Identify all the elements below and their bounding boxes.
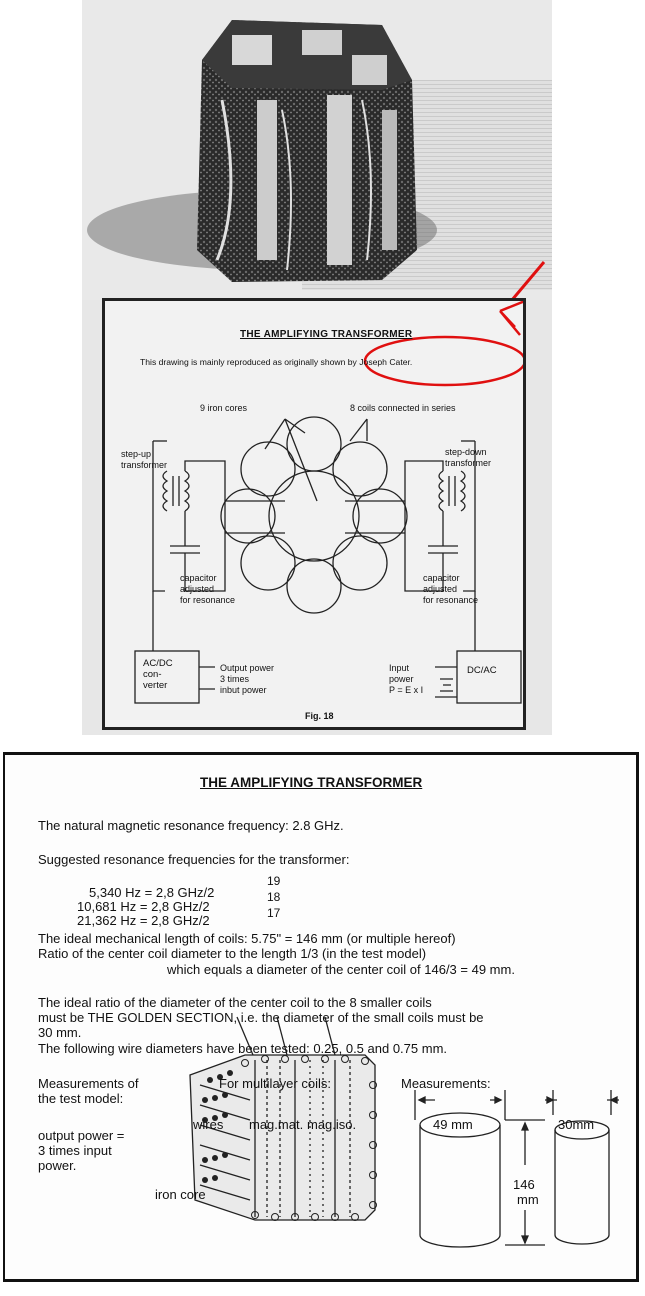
dimension-30mm: 30mm [558,1117,595,1132]
dimension-146mm: 146 mm [513,1177,539,1207]
figure-18-frame [102,298,526,730]
label-step-up: step-up transformer [121,449,168,470]
diameter-ratio: Ratio of the center coil diameter to the length 1/3 (in the test model) [38,946,427,961]
figure-title: THE AMPLIFYING TRANSFORMER [240,329,413,340]
label-output-power: Output power 3 times inbut power [220,663,275,695]
label-iron-cores: 9 iron cores [200,403,248,413]
wire-diameters: The following wire diameters have been tested: 0.25, 0.5 and 0.75 mm. [38,1041,448,1056]
label-mag-mat: mag.mat. [249,1117,304,1132]
golden-section-3: 30 mm. [38,1025,82,1040]
figure-caption: Fig. 18 [305,711,334,721]
golden-section-2: must be THE GOLDEN SECTION, i.e. the diameter of the small coils must be [38,1010,484,1025]
resonance-frequency: The natural magnetic resonance frequency: 2.8 GHz. [38,818,344,833]
transformer-photo [82,0,552,300]
label-step-down: step-down transformer [445,447,492,468]
figure-subtitle: This drawing is mainly reproduced as originally shown by Joseph Cater. [140,357,413,367]
multilayer-coils-heading: For multilayer coils: [219,1076,331,1091]
suggested-frequencies: Suggested resonance frequencies for the transformer: [38,852,350,867]
label-input-power: Input power P = E x I [389,663,424,695]
equation-3: 21,362 Hz = 2,8 GHz/2 [77,913,210,928]
label-wires: wires [193,1117,224,1132]
equation-2: 10,681 Hz = 2,8 GHz/2 [77,899,210,914]
golden-section-1: The ideal ratio of the diameter of the center coil to the 8 smaller coils [38,995,432,1010]
label-capacitor-right: capacitor adjusted for resonance [423,573,479,605]
measurements-test-model: Measurements of the test model: [38,1076,139,1106]
equation-1-exponent: 19 [267,874,281,888]
equation-2-exponent: 18 [267,890,281,904]
label-iron-core: iron core [155,1187,206,1202]
label-capacitor-left: capacitor adjusted for resonance [180,573,236,605]
dcac-converter-box: DC/AC [467,665,497,676]
label-coils-series: 8 coils connected in series [350,403,456,413]
equation-1: 5,340 Hz = 2,8 GHz/2 [89,885,215,900]
output-power-note: output power = 3 times input power. [38,1128,125,1173]
ideal-length: The ideal mechanical length of coils: 5.75" = 146 mm (or multiple hereof) [38,931,456,946]
equation-3-exponent: 17 [267,906,281,920]
specification-page [3,752,639,1282]
center-coil-diameter: which equals a diameter of the center coil of 146/3 = 49 mm. [167,962,515,977]
acdc-converter-box: AC/DC con- verter [143,658,173,691]
page-title: THE AMPLIFYING TRANSFORMER [200,775,423,790]
scanned-figure-page [82,0,552,735]
label-mag-iso: mag.iso. [307,1117,357,1132]
measurements-heading: Measurements: [401,1076,491,1091]
dimension-49mm: 49 mm [433,1117,473,1132]
